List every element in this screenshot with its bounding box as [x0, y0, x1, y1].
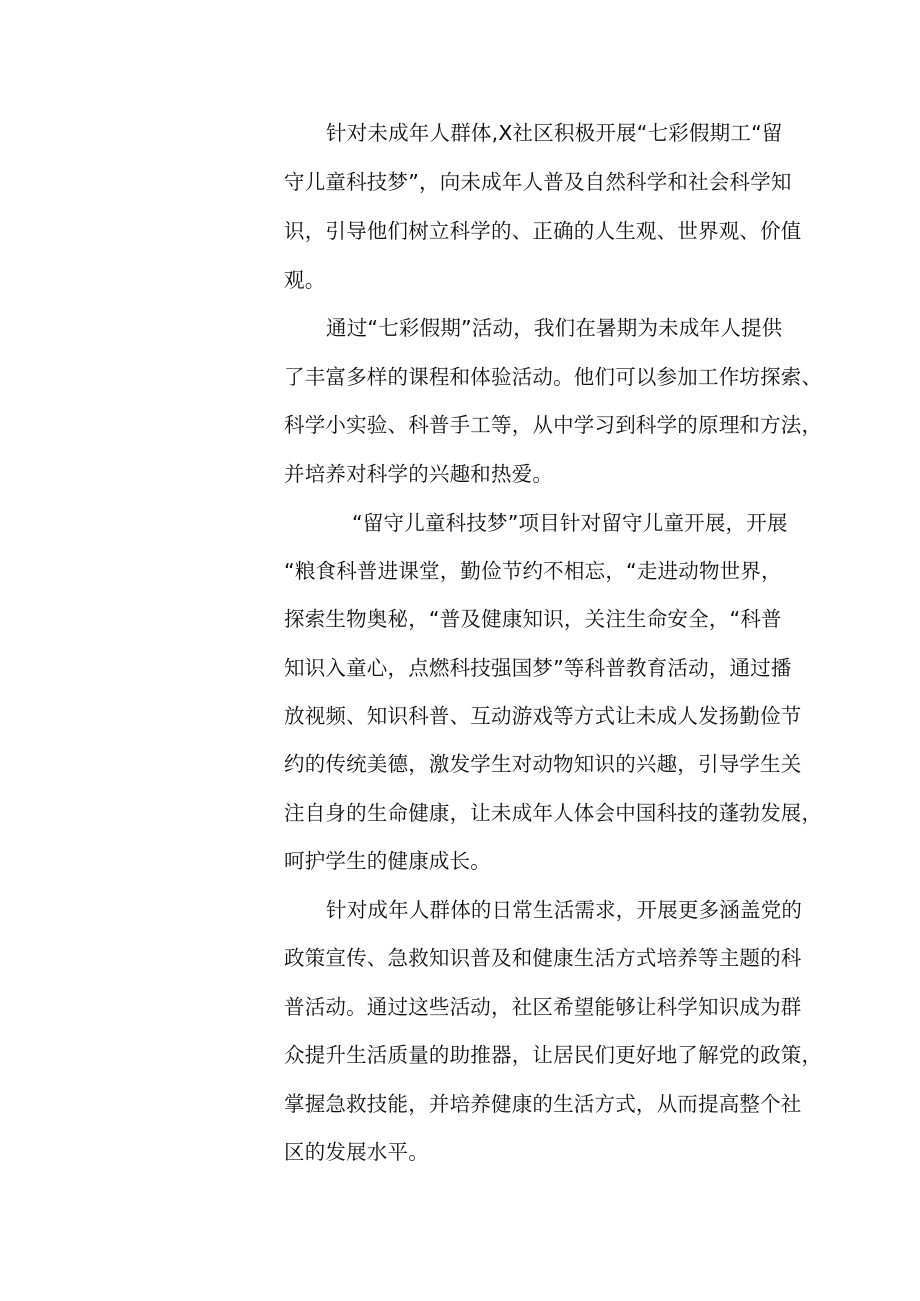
paragraph-3-line-2: “粮食科普进课堂，勤俭节约不相忘，“走进动物世界，: [284, 559, 782, 583]
paragraph-3-line-8: 呵护学生的健康成长。: [284, 849, 491, 873]
paragraph-4-line-2: 政策宣传、急救知识普及和健康生活方式培养等主题的科: [284, 946, 802, 970]
paragraph-4-line-4: 众提升生活质量的助推器，让居民们更好地了解党的政策，: [284, 1043, 823, 1067]
paragraph-1-line-4: 观。: [284, 268, 326, 292]
paragraph-4-line-3: 普活动。通过这些活动，社区希望能够让科学知识成为群: [284, 995, 802, 1019]
paragraph-2-line-2: 了丰富多样的课程和体验活动。他们可以参加工作坊探索、: [284, 365, 823, 389]
paragraph-1-line-3: 识，引导他们树立科学的、正确的人生观、世界观、价值: [284, 219, 802, 243]
paragraph-3-line-7: 注自身的生命健康，让未成年人体会中国科技的蓬勃发展，: [284, 801, 823, 825]
paragraph-1-line-2: 守儿童科技梦”，向未成年人普及自然科学和社会科学知: [284, 170, 792, 194]
paragraph-3-line-6: 约的传统美德，激发学生对动物知识的兴趣，引导学生关: [284, 752, 802, 776]
paragraph-3-line-3: 探索生物奥秘，“普及健康知识，关注生命安全，“科普: [284, 607, 782, 631]
paragraph-4-line-5: 掌握急救技能，并培养健康的生活方式，从而提高整个社: [284, 1092, 802, 1116]
paragraph-2-line-4: 并培养对科学的兴趣和热爱。: [284, 462, 554, 486]
paragraph-3-line-4: 知识入童心，点燃科技强国梦”等科普教育活动，通过播: [284, 656, 792, 680]
paragraph-2-line-3: 科学小实验、科普手工等，从中学习到科学的原理和方法，: [284, 413, 823, 437]
paragraph-4-line-1: 针对成年人群体的日常生活需求，开展更多涵盖党的: [326, 898, 803, 922]
paragraph-2-line-1: 通过“七彩假期”活动，我们在暑期为未成年人提供: [326, 316, 783, 340]
paragraph-1-line-1: 针对未成年人群体,X社区积极开展“七彩假期工“留: [326, 121, 783, 145]
paragraph-3-line-1: “留守儿童科技梦”项目针对留守儿童开展，开展: [352, 511, 788, 535]
paragraph-4-line-6: 区的发展水平。: [284, 1140, 429, 1164]
paragraph-3-line-5: 放视频、知识科普、互动游戏等方式让未成人发扬勤俭节: [284, 704, 802, 728]
